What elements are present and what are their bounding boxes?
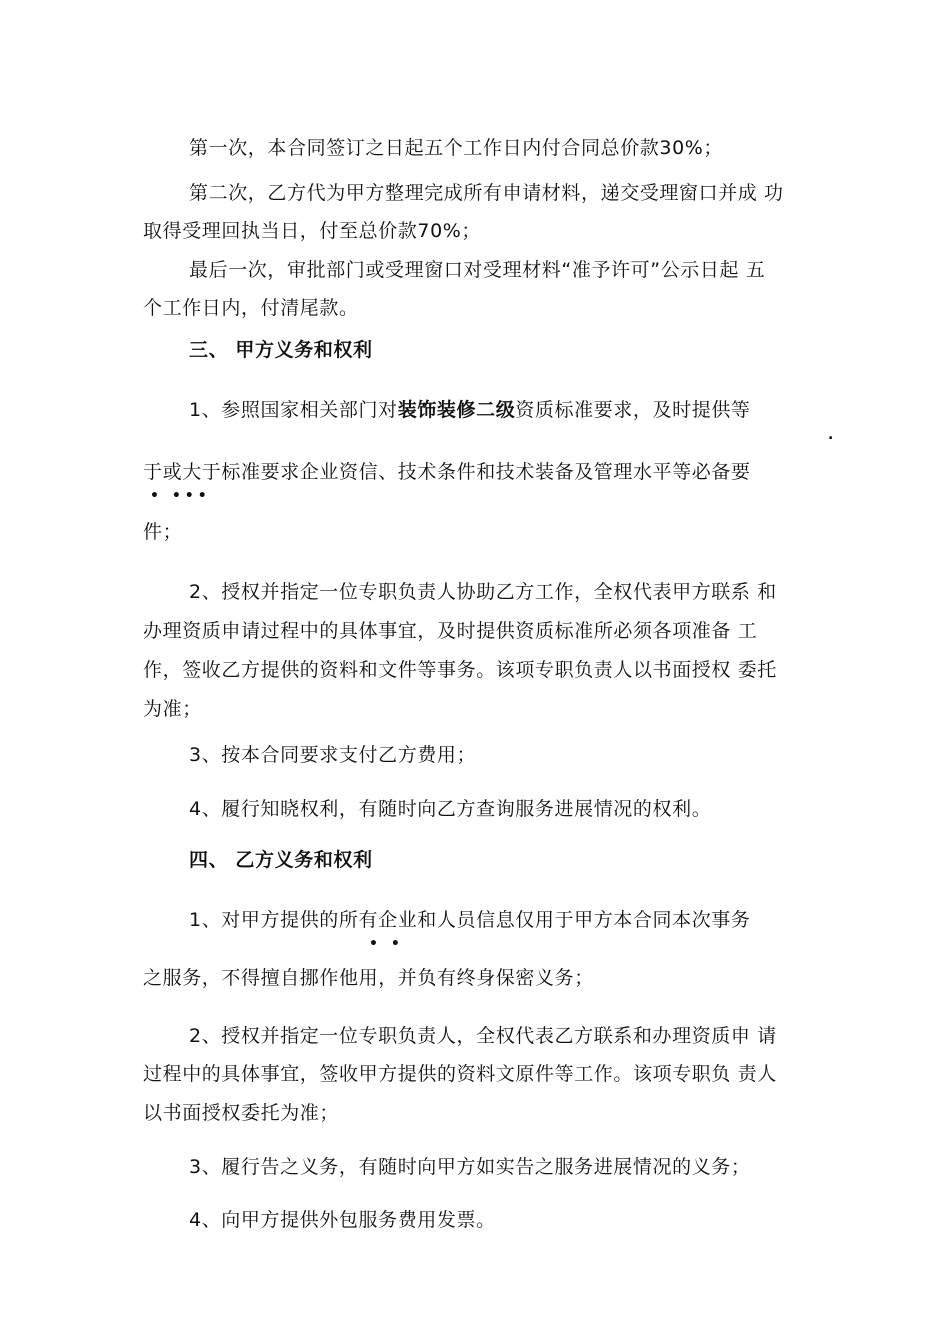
qualification-level: 装饰装修二级 bbox=[397, 399, 516, 421]
party-a-item-2-line-2: 办理资质申请过程中的具体事宜，及时提供资质标准所必须各项准备 工 bbox=[143, 620, 758, 642]
party-a-item-1-line-1 bbox=[189, 398, 751, 422]
party-b-item-2-line-3: 以书面授权委托为准； bbox=[143, 1102, 340, 1124]
emphasis-dot: . bbox=[828, 427, 838, 443]
section-heading-party-b: 四、 乙方义务和权利 bbox=[189, 849, 373, 871]
party-b-item-2-line-2: 过程中的具体事宜，签收甲方提供的资料文原件等工作。该项专职负 责人 bbox=[143, 1063, 777, 1085]
payment-second-line-1: 第二次，乙方代为甲方整理完成所有申请材料，递交受理窗口并成 功 bbox=[189, 182, 784, 204]
payment-final-line-1: 最后一次，审批部门或受理窗口对受理材料“准予许可”公示日起 五 bbox=[189, 259, 766, 281]
party-a-item-1-pre: 1、参照国家相关部门对 bbox=[189, 399, 398, 421]
party-a-item-4: 4、履行知晓权利，有随时向乙方查询服务进展情况的权利。 bbox=[189, 798, 712, 820]
party-b-item-1-line-2: 之服务，不得擅自挪作他用，并负有终身保密义务； bbox=[143, 967, 594, 989]
party-a-item-1-line-3: 件； bbox=[143, 521, 183, 543]
party-b-item-2-line-1: 2、授权并指定一位专职负责人，全权代表乙方联系和办理资质申 请 bbox=[189, 1025, 777, 1047]
party-a-item-2-line-1: 2、授权并指定一位专职负责人协助乙方工作，全权代表甲方联系 和 bbox=[189, 581, 777, 603]
payment-first-line: 第一次，本合同签订之日起五个工作日内付合同总价款30%； bbox=[189, 137, 724, 159]
section-heading-party-a: 三、 甲方义务和权利 bbox=[189, 339, 373, 361]
party-a-item-2-line-4: 为准； bbox=[143, 698, 202, 720]
party-a-item-3: 3、按本合同要求支付乙方费用； bbox=[189, 744, 477, 766]
party-b-item-4: 4、向甲方提供外包服务费用发票。 bbox=[189, 1209, 496, 1231]
party-b-item-3: 3、履行告之义务，有随时向甲方如实告之服务进展情况的义务； bbox=[189, 1156, 751, 1178]
party-a-item-1-line-2: 于或大于标准要求企业资信、技术条件和技术装备及管理水平等必备要 bbox=[143, 461, 751, 483]
payment-final-line-2: 个工作日内，付清尾款。 bbox=[143, 297, 359, 319]
payment-second-line-2: 取得受理回执当日，付至总价款70%； bbox=[143, 220, 482, 242]
emphasis-dots: • ••• bbox=[150, 488, 211, 504]
emphasis-dots: • • bbox=[369, 936, 404, 952]
party-a-item-1-post: 资质标准要求，及时提供等 bbox=[515, 399, 751, 421]
party-b-item-1-line-1: 1、对甲方提供的所有企业和人员信息仅用于甲方本合同本次事务 bbox=[189, 909, 751, 931]
party-a-item-2-line-3: 作，签收乙方提供的资料和文件等事务。该项专职负责人以书面授权 委托 bbox=[143, 659, 777, 681]
